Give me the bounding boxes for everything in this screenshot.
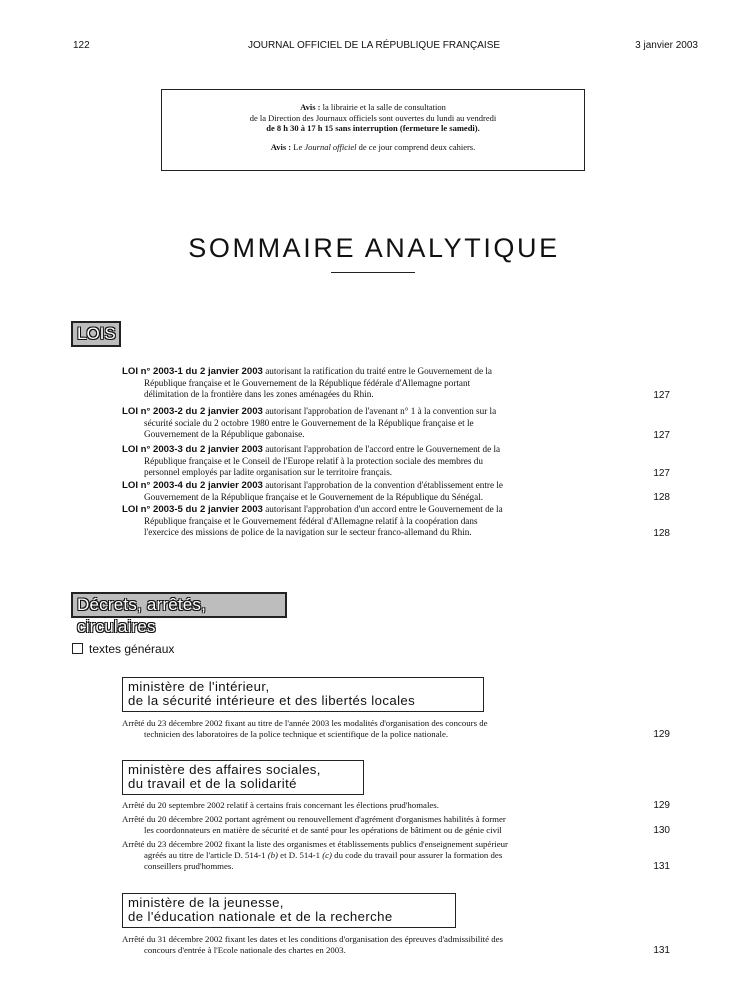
page-title: SOMMAIRE ANALYTIQUE xyxy=(188,233,560,263)
page-ref: 127 xyxy=(653,390,670,401)
list-item[interactable]: LOI n° 2003-1 du 2 janvier 2003 autorisant la ratification du traité entre le Gouvernement de la République française et le Gouvernement de la République fédérale d'Allemagne portant délimitation de la frontière dans les zones aménagées du Rhin. 127 xyxy=(122,366,670,401)
page-ref: 127 xyxy=(653,468,670,479)
checkbox-icon xyxy=(72,643,83,654)
ministry-interieur-box xyxy=(122,677,484,712)
page-ref: 128 xyxy=(653,528,670,539)
list-item[interactable]: Arrêté du 20 décembre 2002 portant agrément ou renouvellement d'agrément d'organismes habilités à former les coordonnateurs en matière de sécurité et de santé pour les opérations de bâtiment ou de génie civil 130 xyxy=(122,814,670,836)
ministry-line-1: ministère des affaires sociales, xyxy=(128,762,321,777)
ministry-social-box xyxy=(122,760,364,795)
notice-line-2: de la Direction des Journaux officiels sont ouvertes du lundi au vendredi xyxy=(249,112,497,123)
notice-line-4: Avis : Le Journal officiel de ce jour comprend deux cahiers. xyxy=(270,141,476,152)
list-item[interactable]: Arrêté du 20 septembre 2002 relatif à certains frais concernant les élections prud'homales. 129 xyxy=(122,800,670,811)
lois-list xyxy=(122,366,670,540)
notice-box-tab xyxy=(584,94,585,120)
notice-line-3: de 8 h 30 à 17 h 15 sans interruption (fermeture le samedi). xyxy=(266,123,480,133)
title-rule xyxy=(331,272,415,273)
ministry-line-2: de la sécurité intérieure et des libertés locales xyxy=(128,693,416,708)
arretes-social xyxy=(122,800,670,875)
list-item[interactable]: Arrêté du 23 décembre 2002 fixant au titre de l'année 2003 les modalités d'organisation des concours de technicien des laboratoires de la police technique et scientifique de la police nationale. 129 xyxy=(122,718,670,740)
issue-date: 3 janvier 2003 xyxy=(635,40,698,51)
page-ref: 131 xyxy=(653,861,670,872)
list-item[interactable]: Arrêté du 23 décembre 2002 fixant la liste des organismes et établissements publics d'enseignement supérieur agréés au titre de l'article D. 514-1 (b) et D. 514-1 (c) du code du travail pour assurer la formation des conseillers prud'hommes. 131 xyxy=(122,839,670,872)
list-item[interactable]: LOI n° 2003-4 du 2 janvier 2003 autorisant l'approbation de la convention d'établissement entre le Gouvernement de la République française et le Gouvernement de la République du Sénégal. 128 xyxy=(122,480,670,503)
ministry-line-2: de l'éducation nationale et de la recherche xyxy=(128,909,393,924)
page-ref: 129 xyxy=(653,800,670,811)
notice-line-1: Avis : la librairie et la salle de consultation xyxy=(300,102,446,112)
page-ref: 127 xyxy=(653,430,670,441)
list-item[interactable]: LOI n° 2003-3 du 2 janvier 2003 autorisant l'approbation de l'accord entre le Gouvernement de la République française et le Conseil de l'Europe relatif à la protection sociale des membres du personnel employés par ladite organisation sur le territoire français. 127 xyxy=(122,444,670,479)
ministry-line-2: du travail et de la solidarité xyxy=(128,776,297,791)
section-decrets-label: Décrets, arrêtés, circulaires xyxy=(71,592,287,618)
list-item[interactable]: LOI n° 2003-5 du 2 janvier 2003 autorisant l'approbation d'un accord entre le Gouvernement de la République française et le Gouvernement fédéral d'Allemagne relatif à la coopération dans l'exercice des missions de police de la navigation sur le secteur franco-allemand du Rhin. 128 xyxy=(122,504,670,539)
page-ref: 130 xyxy=(653,825,670,836)
arretes-interieur xyxy=(122,718,670,740)
page-ref: 131 xyxy=(653,945,670,956)
arretes-education xyxy=(122,934,670,956)
ministry-line-1: ministère de l'intérieur, xyxy=(128,679,270,694)
section-lois-label: LOIS xyxy=(71,321,121,347)
journal-title: JOURNAL OFFICIEL DE LA RÉPUBLIQUE FRANÇAISE xyxy=(247,40,501,51)
ministry-education-box xyxy=(122,893,456,928)
page-ref: 129 xyxy=(653,729,670,740)
page-number: 122 xyxy=(73,40,90,51)
page-ref: 128 xyxy=(653,492,670,503)
list-item[interactable]: Arrêté du 31 décembre 2002 fixant les dates et les conditions d'organisation des épreuves d'admissibilité des concours d'entrée à l'Ecole nationale des chartes en 2003. 131 xyxy=(122,934,670,956)
list-item[interactable]: LOI n° 2003-2 du 2 janvier 2003 autorisant l'approbation de l'avenant n° 1 à la convention sur la sécurité sociale du 2 octobre 1980 entre le Gouvernement de la République française et le Gouvernement de la République gabonaise. 127 xyxy=(122,406,670,441)
notice-box xyxy=(161,89,585,171)
textes-generaux-heading: textes généraux xyxy=(72,642,174,656)
ministry-line-1: ministère de la jeunesse, xyxy=(128,895,284,910)
